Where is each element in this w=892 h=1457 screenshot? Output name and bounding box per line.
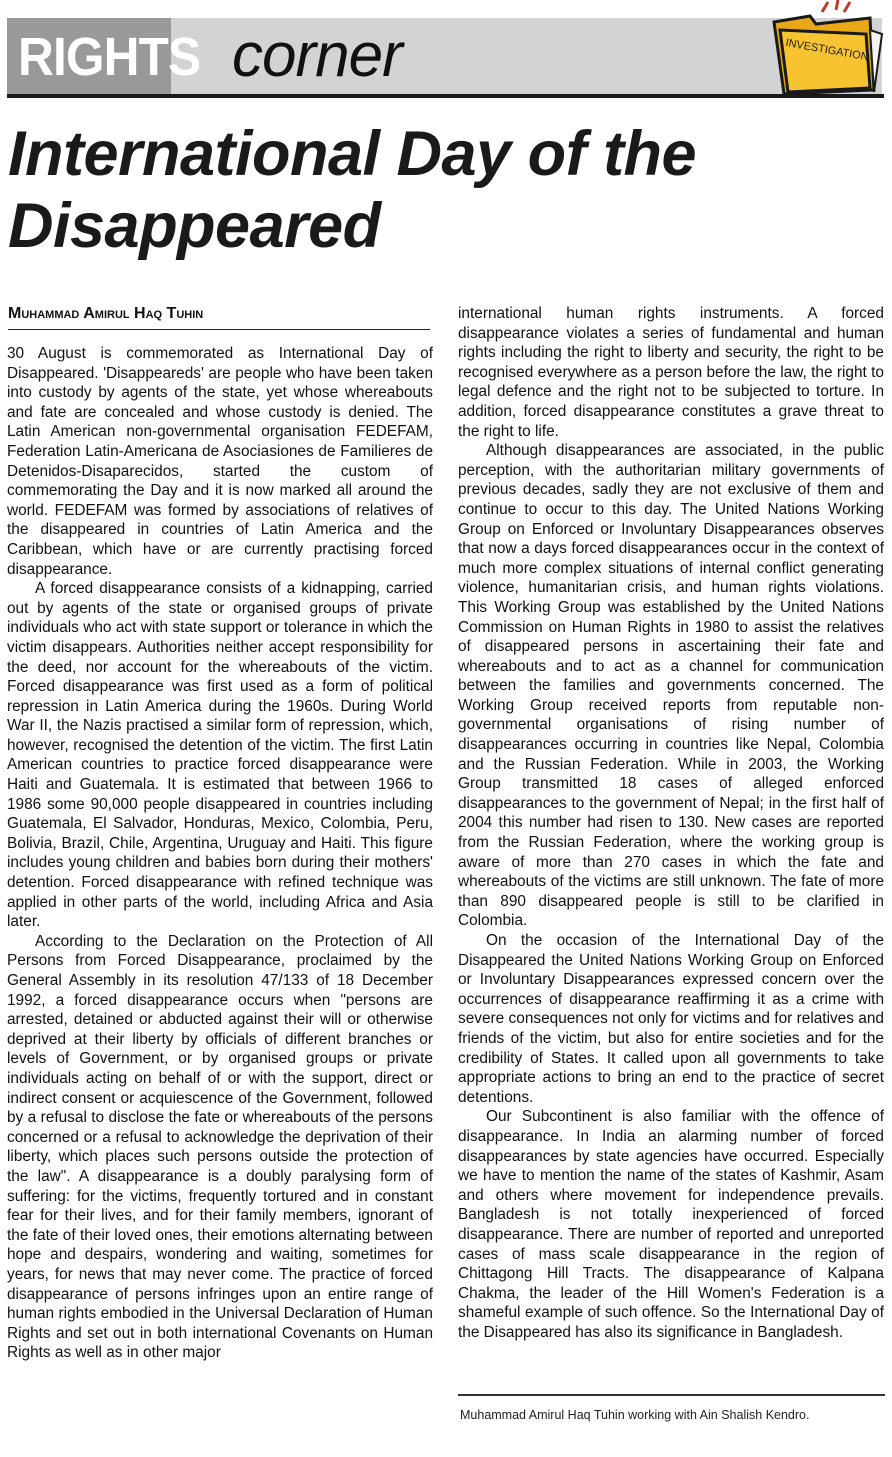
paragraph: According to the Declaration on the Protection of All Persons from Forced Disappearance, proclaimed by the General Assembly in its resolution 47/133 of 18 December 1992, a forced disappearance occurs when "persons are arrested, detained or abducted against their will or otherwise deprived at their liberty by officials of different branches or levels of Government, or by organised groups or private individuals acting on behalf of or with the support, direct or indirect consent or acquiescence of the Government, followed by a refusal to disclose the fate or whereabouts of the persons concerned or a refusal to acknowledge the deprivation of their liberty, which places such persons outside the protection of the law". A disappearance is a doubly paralysing form of suffering: for the victims, frequently tortured and in constant fear for their lives, and for their family members, ignorant of the fate of their loved ones, their emotions alternating between hope and despairs, wondering and waiting, sometimes for years, for news that may never come. The practice of forced disappearance of persons infringes upon an entire range of human rights embodied in the Universal Declaration of Human Rights and set out in both international Covenants on Human Rights as well as in other major: [7, 932, 433, 1362]
paragraph: international human rights instruments. A forced disappearance violates a series of fundamental and human rights including the right to liberty and security, the right to be recognised everywhere as a person before the law, the right to legal defence and the right not to be subjected to torture. In addition, forced disappearance constitutes a grave threat to the right to life.: [458, 305, 884, 440]
section-name-bold: RIGHTS: [18, 27, 201, 87]
section-name-italic: corner: [232, 21, 402, 90]
paragraph: 30 August is commemorated as International Day of Disappeared. 'Disappeareds' are people who have been taken into custody by agents of the state, yet whose whereabouts and fate are concealed and whose custody is denied. The Latin American non-governmental organisation FEDEFAM, Federation Latin-Americana de Asociasiones de Familieres de Detenidos-Disaparecidos, started the custom of commemorating the Day and it is now marked all around the world. FEDEFAM was formed by associations of relatives of the disappeared in countries of Latin America and the Caribbean, which have or are currently practising forced disappearance.: [7, 345, 433, 578]
article-column-1: [7, 344, 433, 1363]
author-note: Muhammad Amirul Haq Tuhin working with Ain Shalish Kendro.: [460, 1408, 810, 1422]
footer-rule: [458, 1394, 885, 1396]
badge-label: INVESTIGATION: [784, 36, 870, 64]
paragraph: A forced disappearance consists of a kidnapping, carried out by agents of the state or organised groups of private individuals who act with state support or tolerance in which the victim disappears. Authorities neither accept responsibility for the deed, nor account for the whereabouts of the victim. Forced disappearance was first used as a form of political repression in Latin America during the 1960s. During World War II, the Nazis practised a similar form of repression, which, however, recognised the detention of the victim. The first Latin American countries to practice forced disappearance were Haiti and Guatemala. It is estimated that between 1966 to 1986 some 90,000 people disappeared in countries including Guatemala, El Salvador, Honduras, Mexico, Colombia, Peru, Bolivia, Brazil, Chile, Argentina, Uruguay and Haiti. This figure includes young children and babies born during their mothers' detention. Forced disappearance with refined technique was applied in other parts of the world, including Africa and Asia later.: [7, 580, 433, 931]
paragraph: Our Subcontinent is also familiar with the offence of disappearance. In India an alarming number of forced disappearances by state agencies have occurred. Especially we have to mention the name of the states of Kashmir, Asam and others where movement for independence prevails. Bangladesh is not totally inexperienced of forced disappearance. There are number of reported and unreported cases of mass scale disappearance in the region of Chittagong Hill Tracts. The disappearance of Kalpana Chakma, the leader of the Hill Women's Federation is a shameful example of such offence. So the International Day of the Disappeared has also its significance in Bangladesh.: [458, 1108, 884, 1341]
investigation-folder-icon: [770, 0, 888, 100]
banner-rule: [7, 94, 884, 98]
byline: Muhammad Amirul Haq Tuhin: [8, 305, 430, 330]
article-column-2: [458, 304, 884, 1342]
paragraph: Although disappearances are associated, in the public perception, with the authoritarian military governments of previous decades, sadly they are not exclusive of them and continue to occur to this day. The United Nations Working Group on Enforced or Involuntary Disappearances observes that now a days forced disappearances occur in the context of much more complex situations of internal conflict generating violence, humanitarian crisis, and human rights violations. This Working Group was established by the United Nations Commission on Human Rights in 1980 to assist the relatives of disappeared persons in ascertaining their fate and whereabouts and to act as a channel for communication between the families and governments concerned. The Working Group received reports from reputable non-governmental organisations of rising number of disappearances occurring in countries like Nepal, Colombia and the Russian Federation. While in 2003, the Working Group transmitted 18 cases of alleged enforced disappearances to the government of Nepal; in the first half of 2004 this number had risen to 130. New cases are reported from the Russian Federation, where the working group is aware of more than 270 cases in which the fate and whereabouts of the victims are still unknown. The fate of more than 890 disappeared people is still to be clarified in Colombia.: [458, 442, 884, 930]
article-title: International Day of the Disappeared: [8, 119, 697, 261]
paragraph: On the occasion of the International Day of the Disappeared the United Nations Working Group on Enforced or Involuntary Disappearances expressed concern over the occurrences of disappearance reaffirming it as a crime with severe consequences not only for victims and for relatives and friends of the victim, but also for entire societies and for the credibility of States. It called upon all governments to take appropriate actions to bring an end to the practice of secret detentions.: [458, 932, 884, 1106]
